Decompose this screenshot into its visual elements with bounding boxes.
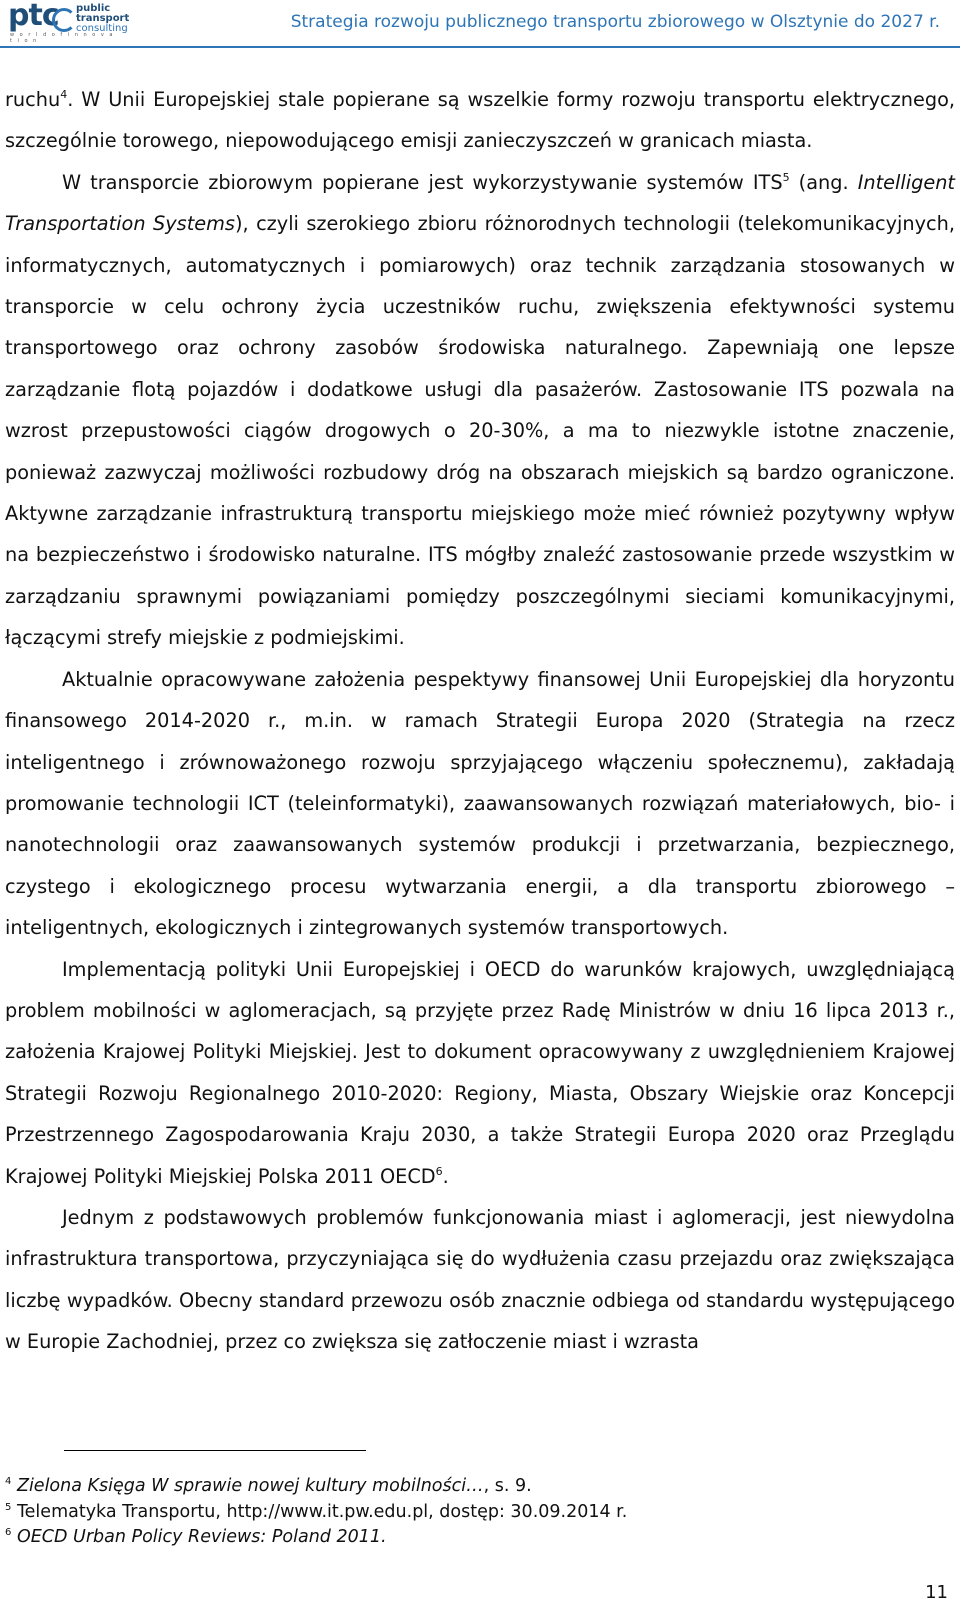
footnote-ref-5[interactable]: 5 <box>782 170 790 184</box>
logo-swirl-icon <box>52 8 76 32</box>
page-number: 11 <box>925 1582 948 1603</box>
logo-tagline: w o r l d o f i n n o v a t i o n <box>10 32 115 44</box>
footnote-ref-6[interactable]: 6 <box>435 1164 443 1178</box>
footnote-5: $^5$ Telematyka Transportu, http://www.it.pw.edu.pl, dostęp: 30.09.2014 r. <box>5 1501 628 1522</box>
footnote-separator <box>64 1450 366 1451</box>
footnote-ref-4[interactable]: 4 <box>60 88 68 101</box>
footnote-4: $^4$ Zielona Księga W sprawie nowej kultury mobilności…, s. 9. <box>5 1476 532 1496</box>
logo-words: public transport consulting <box>76 3 130 34</box>
footnote-6: $^6$ OECD Urban Policy Reviews: Poland 2011. <box>5 1527 387 1547</box>
page-header <box>0 0 960 48</box>
document-title: Strategia rozwoju publicznego transportu zbiorowego w Olsztynie do 2027 r. <box>290 12 940 32</box>
logo-main: ptc <box>8 0 59 33</box>
paragraph-3: Aktualnie opracowywane założenia pespektywy finansowej Unii Europejskiej dla horyzontu finansowego 2014-2020 r., m.in. w ramach Strategii Europa 2020 (Strategia na rzecz inteligentnego i zrównoważonego rozwoju sprzyjającego włączeniu społecznemu), zakładają promowanie technologii ICT (teleinformatyki), zaawansowanych rozwiązań materiałowych, bio- i nanotechnologii oraz zaawansowanych systemów produkcji i przetwarzania, bezpiecznego, czystego i ekologicznego procesu wytwarzania energii, a dla transportu zbiorowego – inteligentnych, ekologicznych i zintegrowanych systemów transportowych. <box>5 667 955 940</box>
footnotes <box>5 1474 905 1551</box>
document-body <box>5 79 955 1363</box>
header-rule <box>0 46 960 48</box>
paragraph-4: Implementacją polityki Unii Europejskiej i OECD do warunków krajowych, uwzględniającą problem mobilności w aglomeracjach, są przyjęte przez Radę Ministrów w dniu 16 lipca 2013 r., założenia Krajowej Polityki Miejskiej. Jest to dokument opracowywany z uwzględnieniem Krajowej Strategii Rozwoju Regionalnego 2010-2020: Regiony, Miasta, Obszary Wiejskie oraz Koncepcji Przestrzennego Zagospodarowania Kraju 2030, a także Strategii Europa 2020 oraz Przeglądu Krajowej Polityki Miejskiej Polska 2011 OECD$^6$. <box>5 957 955 1188</box>
paragraph-2: W transporcie zbiorowym popierane jest wykorzystywanie systemów ITS$^5$ (ang. Intelligent Transportation Systems), czyli szerokiego zbioru różnorodnych technologii (telekomunikacyjnych, informatycznych, automatycznych i pomiarowych) oraz technik zarządzania stosowanych w transporcie w celu ochrony życia uczestników ruchu, zwiększenia efektywności systemu transportowego oraz ochrony zasobów środowiska naturalnego. Zapewniają one lepsze zarządzanie flotą pojazdów i dodatkowe usługi dla pasażerów. Zastosowanie ITS pozwala na wzrost przepustowości ciągów drogowych o 20-30%, a ma to niezwykle istotne znaczenie, ponieważ zazwyczaj możliwości rozbudowy dróg na obszarach miejskich są bardzo ograniczone. Aktywne zarządzanie infrastrukturą transportu miejskiego może mieć również pozytywny wpływ na bezpieczeństwo i środowisko naturalne. ITS mógłby znaleźć zastosowanie przede wszystkim w zarządzaniu sprawnymi powiązaniami pomiędzy poszczególnymi sieciami komunikacyjnymi, łączącymi strefy miejskie z podmiejskimi. <box>5 170 955 650</box>
paragraph-5: Jednym z podstawowych problemów funkcjonowania miast i aglomeracji, jest niewydolna infrastruktura transportowa, przyczyniająca się do wydłużenia czasu przejazdu oraz zwiększająca liczbę wypadków. Obecny standard przewozu osób znacznie odbiega od standardu występującego w Europie Zachodniej, przez co zwiększa się zatłoczenie miast i wzrasta <box>5 1205 955 1354</box>
paragraph-1: ruchu$^4$. W Unii Europejskiej stale popierane są wszelkie formy rozwoju transportu elektrycznego, szczególnie torowego, niepowodującego emisji zanieczyszczeń w granicach miasta. <box>5 88 955 153</box>
ptc-logo <box>8 0 130 44</box>
